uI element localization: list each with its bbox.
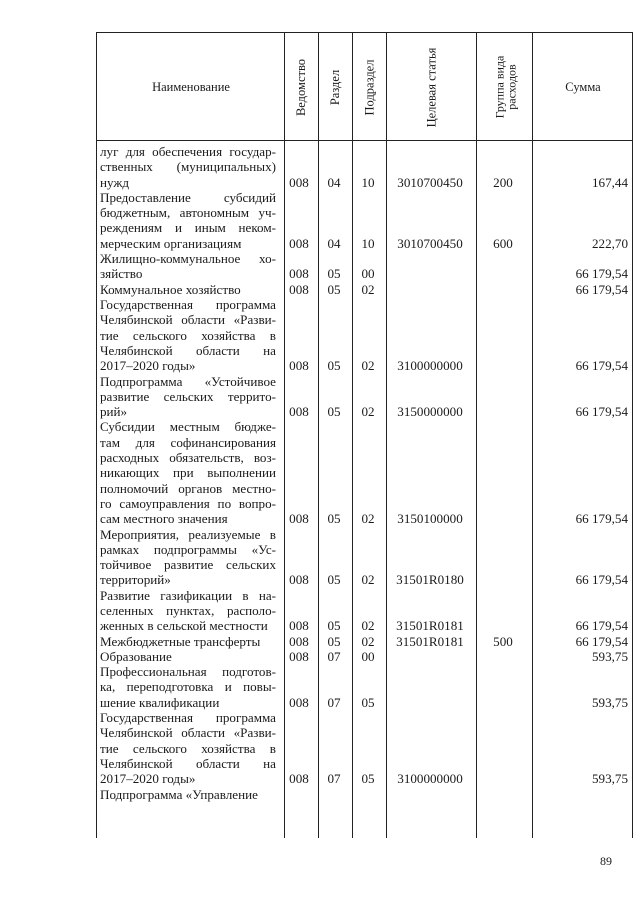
- cell-razdel: 05: [327, 618, 341, 634]
- table-row: [96, 144, 633, 190]
- cell-razdel: 07: [327, 694, 341, 710]
- row-name-line: 2017–2020 годы»: [100, 358, 196, 374]
- row-name: [100, 527, 276, 588]
- cell-podrazdel: 02: [361, 511, 375, 527]
- row-name-line: расходных обязательств, воз-: [100, 449, 276, 465]
- cell-podrazdel: 10: [361, 235, 375, 251]
- row-name-line: Челябинской области на: [100, 755, 276, 771]
- cell-summa: 66 179,54: [575, 404, 628, 420]
- cell-podrazdel: 05: [361, 771, 375, 787]
- row-name-line: рий»: [100, 404, 128, 420]
- cell-razdel: 05: [327, 633, 341, 649]
- cell-gruppa: 600: [493, 235, 513, 251]
- row-name-line: сам местного значения: [100, 511, 228, 527]
- header-podrazdel: Подраздел: [362, 59, 377, 115]
- cell-podrazdel: 05: [361, 694, 375, 710]
- row-name-line: шение квалификации: [100, 694, 220, 710]
- cell-podrazdel: 02: [361, 572, 375, 588]
- cell-celevaya: 3150100000: [397, 511, 463, 527]
- row-name-line: Подпрограмма «Управление: [100, 786, 258, 802]
- row-name-line: ка, переподготовка и повы-: [100, 679, 276, 695]
- row-name-line: ственных (муниципальных): [100, 159, 276, 175]
- table-row: [96, 297, 633, 374]
- row-name-line: тие сельского хозяйства в: [100, 327, 276, 343]
- header-name: Наименование: [152, 79, 230, 94]
- row-name: [100, 374, 276, 420]
- cell-vedomstvo: 008: [289, 572, 309, 588]
- cell-summa: 167,44: [591, 174, 628, 190]
- row-name-line: луг для обеспечения государ-: [100, 144, 276, 159]
- cell-podrazdel: 02: [361, 633, 375, 649]
- cell-podrazdel: 02: [361, 618, 375, 634]
- row-name-line: Челябинской области «Разви-: [100, 725, 276, 741]
- row-name: [100, 588, 276, 634]
- cell-razdel: 04: [327, 235, 341, 251]
- cell-podrazdel: 00: [361, 648, 375, 664]
- cell-razdel: 05: [327, 404, 341, 420]
- row-name-line: Жилищно-коммунальное хо-: [100, 251, 276, 267]
- table-row: [96, 710, 633, 787]
- row-name-line: тойчивое развитие сельских: [100, 557, 276, 573]
- row-name-line: реждениям и иным неком-: [100, 220, 276, 236]
- row-name: [100, 251, 276, 282]
- row-name-line: Мероприятия, реализуемые в: [100, 526, 276, 542]
- cell-gruppa: 200: [493, 174, 513, 190]
- table-row: [96, 419, 633, 526]
- row-name-line: Развитие газификации в на-: [100, 587, 276, 603]
- cell-summa: 66 179,54: [575, 281, 628, 297]
- cell-summa: 66 179,54: [575, 511, 628, 527]
- header-divider: [96, 140, 633, 141]
- cell-vedomstvo: 008: [289, 511, 309, 527]
- cell-summa: 66 179,54: [575, 618, 628, 634]
- row-name-line: мерческим организациям: [100, 235, 242, 251]
- cell-vedomstvo: 008: [289, 694, 309, 710]
- header-celevaya: Целевая статья: [424, 47, 439, 127]
- cell-summa: 222,70: [591, 235, 628, 251]
- row-name-line: Образование: [100, 648, 172, 664]
- cell-summa: 66 179,54: [575, 358, 628, 374]
- row-name-line: тие сельского хозяйства в: [100, 740, 276, 756]
- cell-razdel: 05: [327, 358, 341, 374]
- table-row: [96, 634, 633, 649]
- table-row: [96, 282, 633, 297]
- cell-summa: 66 179,54: [575, 633, 628, 649]
- table-row: [96, 664, 633, 710]
- table-header: [96, 32, 633, 140]
- page-number: 89: [600, 854, 612, 868]
- cell-vedomstvo: 008: [289, 618, 309, 634]
- cell-vedomstvo: 008: [289, 358, 309, 374]
- cell-vedomstvo: 008: [289, 266, 309, 282]
- row-name: [100, 190, 276, 251]
- table-row: [96, 374, 633, 420]
- cell-razdel: 04: [327, 174, 341, 190]
- cell-vedomstvo: 008: [289, 633, 309, 649]
- budget-table: [96, 32, 633, 838]
- row-name: [100, 649, 276, 664]
- row-name-line: Коммунальное хозяйство: [100, 281, 241, 297]
- row-name-line: 2017–2020 годы»: [100, 771, 196, 787]
- header-razdel: Раздел: [328, 69, 343, 105]
- row-name-line: зяйство: [100, 266, 143, 282]
- row-name-line: бюджетным, автономным уч-: [100, 205, 276, 221]
- header-summa: Сумма: [565, 79, 601, 94]
- table-row: [96, 251, 633, 282]
- row-name-line: Государственная программа: [100, 297, 276, 312]
- row-name-line: Субсидии местным бюдже-: [100, 419, 276, 435]
- cell-celevaya: 3100000000: [397, 358, 463, 374]
- cell-razdel: 07: [327, 648, 341, 664]
- row-name-line: развитие сельских террито-: [100, 388, 276, 404]
- header-vedomstvo: Ведомство: [294, 58, 309, 116]
- row-name-line: женных в сельской местности: [100, 618, 268, 634]
- cell-podrazdel: 02: [361, 281, 375, 297]
- cell-vedomstvo: 008: [289, 174, 309, 190]
- row-name: [100, 282, 276, 297]
- cell-celevaya: 3010700450: [397, 174, 463, 190]
- row-name-line: Профессиональная подготов-: [100, 664, 276, 680]
- row-name-line: полномочий органов местно-: [100, 480, 276, 496]
- cell-celevaya: 3100000000: [397, 771, 463, 787]
- row-name: [100, 144, 276, 190]
- row-name-line: Челябинской области «Разви-: [100, 312, 276, 328]
- cell-podrazdel: 10: [361, 174, 375, 190]
- row-name-line: никающих при выполнении: [100, 465, 276, 481]
- cell-summa: 593,75: [591, 648, 628, 664]
- row-name: [100, 634, 276, 649]
- cell-summa: 593,75: [591, 771, 628, 787]
- row-name: [100, 664, 276, 710]
- cell-razdel: 05: [327, 266, 341, 282]
- row-name-line: Предоставление субсидий: [100, 189, 276, 205]
- cell-gruppa: 500: [493, 633, 513, 649]
- row-name-line: Челябинской области на: [100, 342, 276, 358]
- row-name-line: Государственная программа: [100, 710, 276, 726]
- cell-razdel: 05: [327, 511, 341, 527]
- row-name: [100, 710, 276, 786]
- cell-podrazdel: 02: [361, 358, 375, 374]
- cell-vedomstvo: 008: [289, 281, 309, 297]
- table-row: [96, 787, 633, 802]
- cell-celevaya: 3150000000: [397, 404, 463, 420]
- table-row: [96, 588, 633, 634]
- cell-razdel: 05: [327, 572, 341, 588]
- table-row: [96, 527, 633, 588]
- row-name-line: Подпрограмма «Устойчивое: [100, 373, 276, 389]
- row-name-line: Межбюджетные трансферты: [100, 633, 261, 649]
- cell-summa: 66 179,54: [575, 572, 628, 588]
- cell-vedomstvo: 008: [289, 771, 309, 787]
- cell-podrazdel: 02: [361, 404, 375, 420]
- cell-vedomstvo: 008: [289, 404, 309, 420]
- row-name: [100, 419, 276, 526]
- row-name: [100, 787, 276, 802]
- row-name-line: территорий»: [100, 572, 171, 588]
- row-name-line: там для софинансирования: [100, 434, 276, 450]
- row-name-line: рамках подпрограммы «Ус-: [100, 541, 276, 557]
- row-name-line: нужд: [100, 174, 130, 190]
- cell-celevaya: 31501R0181: [396, 633, 464, 649]
- cell-celevaya: 31501R0181: [396, 618, 464, 634]
- table-row: [96, 190, 633, 251]
- header-gruppa: Группа вида расходов: [492, 55, 518, 119]
- row-name: [100, 297, 276, 373]
- cell-summa: 66 179,54: [575, 266, 628, 282]
- row-name-line: селенных пунктах, располо-: [100, 602, 276, 618]
- cell-celevaya: 31501R0180: [396, 572, 464, 588]
- cell-razdel: 07: [327, 771, 341, 787]
- cell-celevaya: 3010700450: [397, 235, 463, 251]
- cell-razdel: 05: [327, 281, 341, 297]
- cell-vedomstvo: 008: [289, 648, 309, 664]
- cell-podrazdel: 00: [361, 266, 375, 282]
- table-row: [96, 649, 633, 664]
- cell-vedomstvo: 008: [289, 235, 309, 251]
- row-name-line: го самоуправления по вопро-: [100, 495, 276, 511]
- cell-summa: 593,75: [591, 694, 628, 710]
